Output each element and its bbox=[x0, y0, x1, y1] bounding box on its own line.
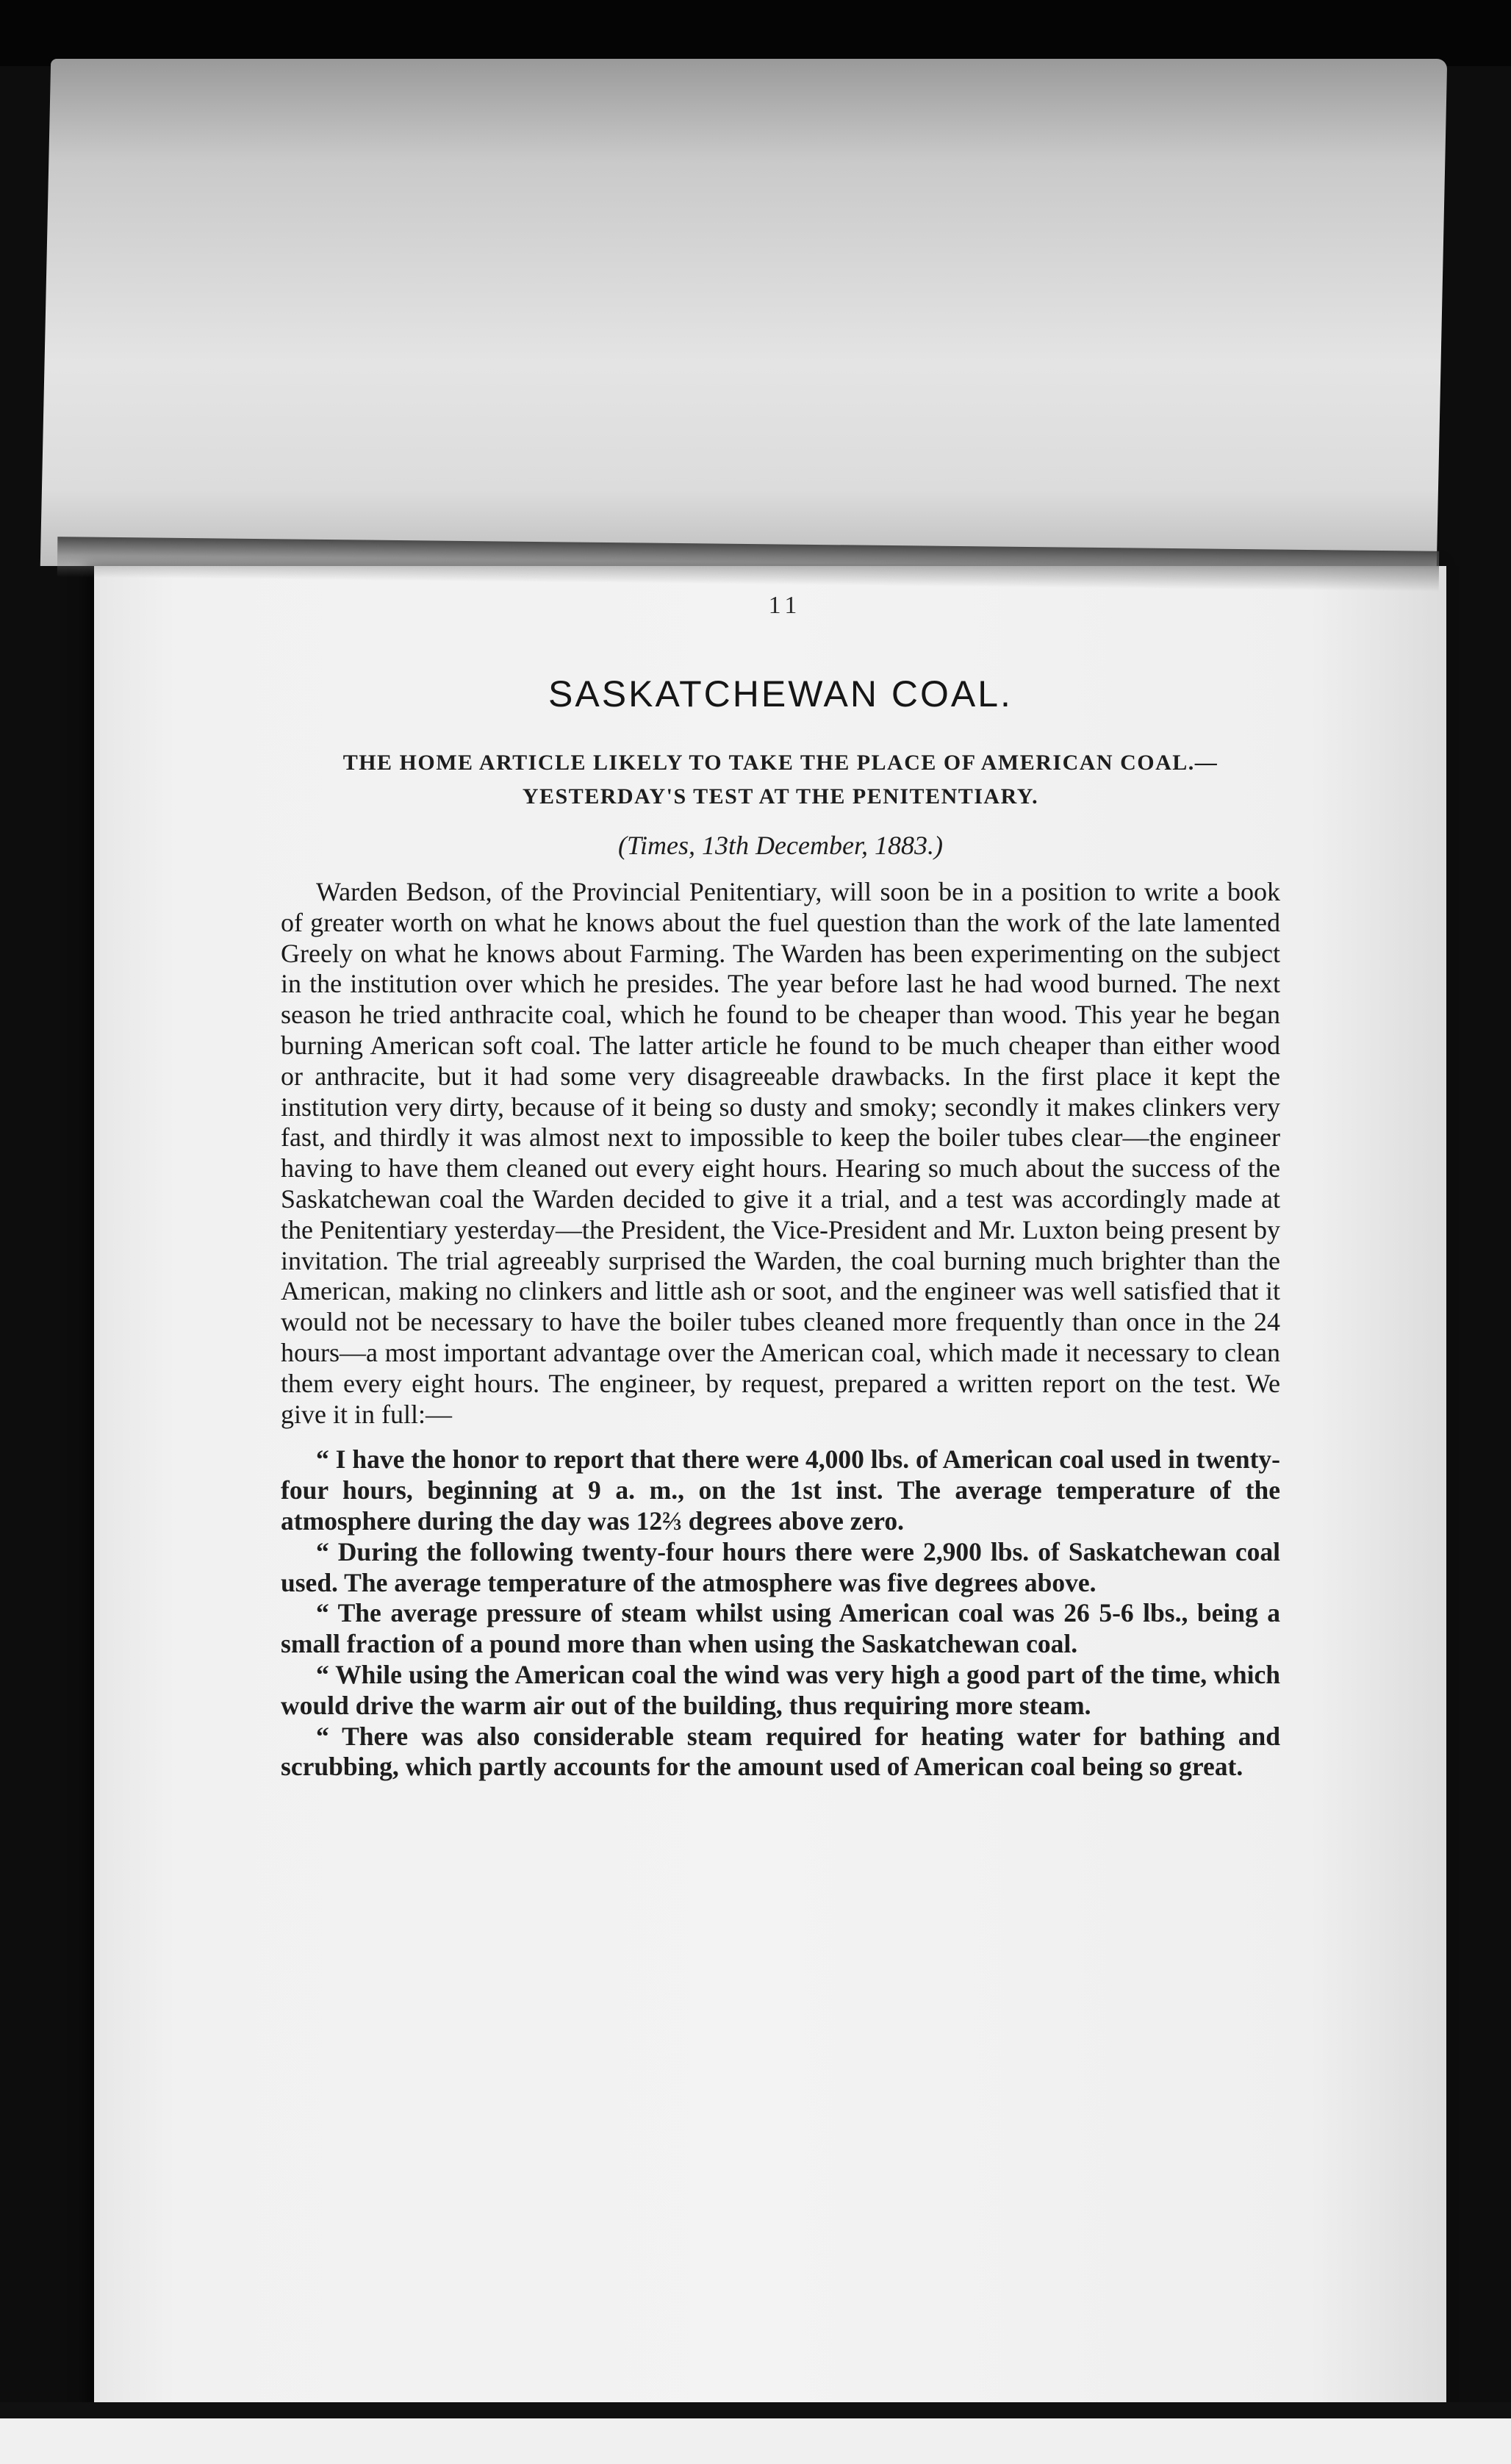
scan-bottom-border bbox=[0, 2418, 1511, 2464]
engineer-report bbox=[281, 1444, 1280, 1783]
report-paragraph: “ I have the honor to report that there were 4,000 lbs. of American coal used in twenty-four hours, beginning at 9 a. m., on the 1st inst. The average temperature of the atmosphere during the day was 12⅔ degrees above zero. bbox=[281, 1444, 1280, 1536]
article-source: (Times, 13th December, 1883.) bbox=[618, 831, 943, 860]
scan-top-border bbox=[0, 0, 1511, 66]
report-paragraph: “ There was also considerable steam required for heating water for bathing and scrubbing, which partly accounts for the amount used of American coal being so great. bbox=[281, 1721, 1280, 1782]
article-subtitle: THE HOME ARTICLE LIKELY TO TAKE THE PLACE OF AMERICAN COAL.—YESTERDAY'S TEST AT THE PENITENTIARY. bbox=[342, 751, 1219, 809]
report-paragraph: “ While using the American coal the wind was very high a good part of the time, which would drive the warm air out of the building, thus requiring more steam. bbox=[281, 1659, 1280, 1720]
page-number: 11 bbox=[768, 592, 802, 619]
folded-page-flap bbox=[40, 59, 1447, 566]
article-body-paragraph: Warden Bedson, of the Provincial Penitentiary, will soon be in a position to write a book of greater worth on what he knows about the fuel question than the work of the late lamented Greely on what he knows about Farming. The Warden has been experimenting on the subject in the institution over which he presides. The year before last he had wood burned. The next season he tried anthracite coal, which he found to be cheaper than wood. This year he began burning American soft coal. The latter article he found to be much cheaper than either wood or anthracite, but it had some very disagreeable drawbacks. In the first place it kept the institution very dirty, because of it being so dusty and smoky; secondly it makes clinkers very fast, and thirdly it was almost next to impossible to keep the boiler tubes clear—the engineer having to have them cleaned out every eight hours. Hearing so much about the success of the Saskatchewan coal the Warden decided to give it a trial, and a test was accordingly made at the Penitentiary yesterday—the President, the Vice-President and Mr. Luxton being present by invitation. The trial agreeably surprised the Warden, the coal burning much brighter than the American, making no clinkers and little ash or soot, and the engineer was well satisfied that it would not be necessary to have the boiler tubes cleaned more frequently than once in the 24 hours—a most important advantage over the American coal, which made it necessary to clean them every eight hours. The engineer, by request, prepared a written report on the test. We give it in full:— bbox=[281, 877, 1280, 1429]
page-content bbox=[281, 592, 1280, 1783]
report-paragraph: “ The average pressure of steam whilst using American coal was 26 5-6 lbs., being a small fraction of a pound more than when using the Saskatchewan coal. bbox=[281, 1598, 1280, 1659]
report-paragraph: “ During the following twenty-four hours there were 2,900 lbs. of Saskatchewan coal used. The average temperature of the atmosphere was five degrees above. bbox=[281, 1536, 1280, 1597]
article-title: SASKATCHEWAN COAL. bbox=[548, 673, 1013, 715]
